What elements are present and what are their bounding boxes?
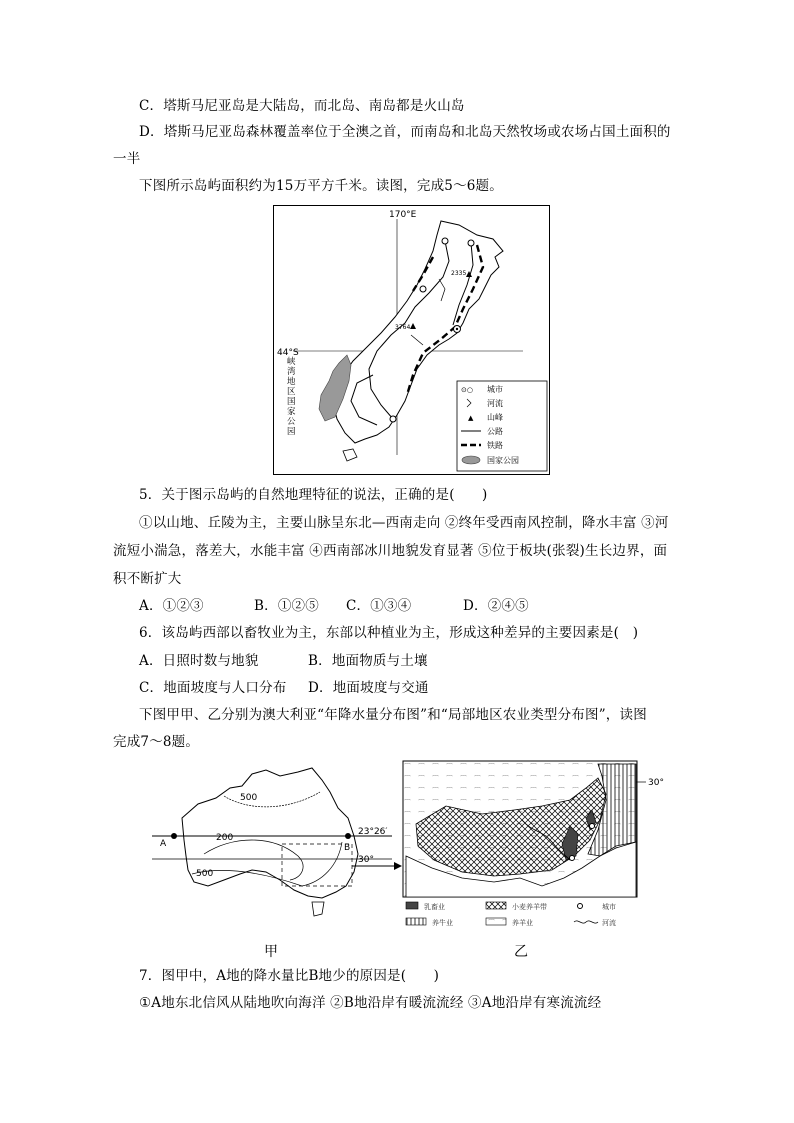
point-a-marker — [171, 833, 177, 839]
yi-lat-30-label: 30° — [648, 778, 664, 788]
legend-river-symbol — [574, 921, 598, 923]
legend-city-symbol: ⊙○ — [461, 386, 473, 394]
city-marker — [420, 286, 426, 292]
isohyet-500-bottom-label: 500 — [196, 869, 214, 879]
q4-option-d-line1: D．塔斯马尼亚岛森林覆盖率位于全澳之首，而南岛和北岛天然牧场或农场占国土面积的 — [139, 124, 671, 140]
caption-yi: 乙 — [514, 944, 528, 960]
q5-stem: 5．关于图示岛屿的自然地理特征的说法，正确的是( ) — [139, 487, 488, 503]
point-b-label: B — [344, 843, 351, 853]
q7-stem: 7．图甲中，A地的降水量比B地少的原因是( ) — [139, 968, 440, 984]
longitude-label: 170°E — [389, 210, 417, 220]
legend-peak-symbol: ▲ — [468, 414, 474, 422]
legend-river: 河流 — [487, 399, 503, 408]
australia-rainfall-svg — [152, 762, 402, 962]
south-island-map-svg — [273, 205, 550, 475]
legend-dairy: 乳畜业 — [424, 903, 445, 911]
legend-peak: 山峰 — [487, 413, 503, 422]
legend-park: 国家公园 — [487, 456, 519, 465]
lat-30-label: 30° — [358, 855, 374, 865]
q6-option-b: B．地面物质与土壤 — [308, 653, 428, 669]
agriculture-svg — [402, 760, 678, 960]
legend-wheat-symbol — [486, 902, 506, 909]
legend-cattle-symbol — [406, 918, 426, 925]
intro-5-6: 下图所示岛屿面积约为15万平方千米。读图，完成5～6题。 — [139, 178, 503, 194]
q5-option-d: D．②④⑤ — [463, 598, 529, 614]
city-marker-dot — [456, 328, 458, 330]
q5-statement-line2: 流短小湍急，落差大，水能丰富 ④西南部冰川地貌发育显著 ⑤位于板块(张裂)生长边界，面 — [113, 543, 668, 559]
q5-option-a: A．①②③ — [139, 598, 204, 614]
q5-statement-line3: 积不断扩大 — [113, 571, 182, 587]
legend-river: 河流 — [602, 919, 616, 927]
isohyet-200-label: 200 — [216, 833, 234, 843]
peak-3764-label: 3764 — [395, 324, 411, 331]
q6-option-d: D．地面坡度与交通 — [308, 680, 429, 696]
city-marker — [390, 416, 396, 422]
intro-7-8-line2: 完成7～8题。 — [113, 734, 200, 750]
q5-statement-line1: ①以山地、丘陵为主，主要山脉呈东北—西南走向 ②终年受西南风控制，降水丰富 ③河 — [139, 515, 669, 531]
city-marker — [570, 856, 575, 861]
legend-cattle: 养牛业 — [432, 919, 453, 927]
latitude-label: 44°S — [277, 348, 299, 358]
q4-option-d-line2: 一半 — [113, 151, 141, 167]
q7-statement-line1: ①A地东北信风从陆地吹向海洋 ②B地沿岸有暖流流经 ③A地沿岸有寒流流经 — [139, 995, 602, 1011]
city-marker — [468, 240, 474, 246]
legend-wheat-sheep: 小麦养羊带 — [512, 903, 547, 911]
agriculture-map — [402, 760, 678, 960]
q4-option-c: C．塔斯马尼亚岛是大陆岛，而北岛、南岛都是火山岛 — [139, 98, 465, 114]
legend-dairy-symbol — [406, 902, 418, 909]
tasmania-outline — [312, 902, 324, 916]
legend-rail: 铁路 — [487, 441, 503, 450]
tropic-label: 23°26′ — [358, 827, 388, 837]
q5-option-b: B．①②⑤ — [254, 598, 319, 614]
q6-option-a: A．日照时数与地貌 — [139, 653, 259, 669]
arrow-head-icon — [394, 862, 402, 870]
q6-stem: 6．该岛屿西部以畜牧业为主，东部以种植业为主，形成这种差异的主要因素是( ) — [139, 625, 639, 641]
south-island-map — [273, 205, 550, 475]
city-marker — [442, 238, 448, 244]
legend-sheep: 养羊业 — [512, 919, 533, 927]
city-marker — [590, 824, 595, 829]
intro-7-8-line1: 下图甲甲、乙分别为澳大利亚“年降水量分布图”和“局部地区农业类型分布图”，读图 — [139, 707, 647, 723]
park-name-vertical: 峡湾地区国家公园 — [287, 357, 296, 437]
legend-park-symbol — [462, 456, 480, 464]
q5-option-c: C．①③④ — [346, 598, 412, 614]
peak-2335-label: 2335 — [451, 270, 467, 277]
legend-sheep-symbol — [486, 918, 506, 925]
q6-option-c: C．地面坡度与人口分布 — [139, 680, 287, 696]
point-b-marker — [345, 833, 351, 839]
australia-rainfall-map — [152, 762, 402, 962]
legend-city: 城市 — [487, 385, 503, 394]
isohyet-500-top-label: 500 — [240, 793, 258, 803]
legend-road: 公路 — [487, 427, 503, 436]
caption-jia: 甲 — [264, 944, 278, 960]
legend-city-symbol — [578, 904, 583, 909]
legend-city: 城市 — [602, 903, 616, 911]
point-a-label: A — [160, 839, 167, 849]
